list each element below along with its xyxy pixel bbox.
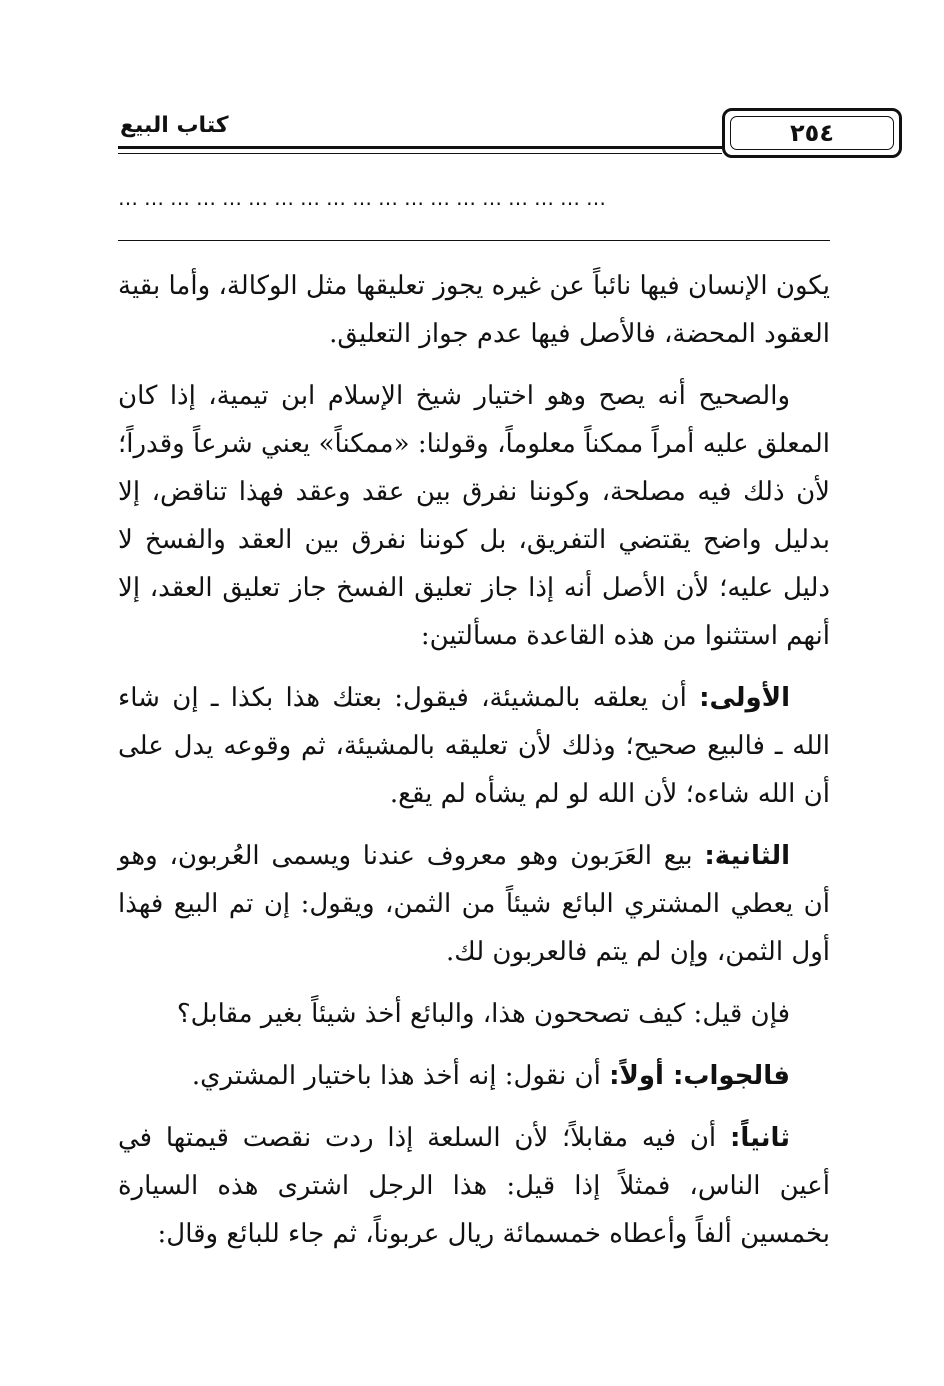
paragraph-6	[118, 1052, 830, 1100]
paragraph-4	[118, 832, 830, 976]
paragraph-5	[118, 990, 830, 1038]
page-header	[118, 108, 834, 164]
dotted-separator: …………………………………………………	[118, 188, 612, 208]
paragraph-2-text: والصحيح أنه يصح وهو اختيار شيخ الإسلام ابن تيمية، إذا كان المعلق عليه أمراً ممكناً معلوماً، وقولنا: «ممكناً» يعني شرعاً وقدراً؛ لأن ذلك فيه مصلحة، وكوننا نفرق بين عقد وعقد فهذا تناقض، إلا بدليل واضح يقتضي التفريق، بل كوننا نفرق بين العقد والفسخ لا دليل عليه؛ لأن الأصل أنه إذا جاز تعليق الفسخ جاز تعليق العقد، إلا أنهم استثنوا من هذه القاعدة مسألتين:	[118, 381, 830, 651]
separator-line	[118, 240, 830, 241]
paragraph-3-lead: الأولى:	[699, 683, 790, 713]
paragraph-7	[118, 1114, 830, 1258]
paragraph-5-text: فإن قيل: كيف تصححون هذا، والبائع أخذ شيئاً بغير مقابل؟	[176, 999, 790, 1029]
paragraph-1-text: يكون الإنسان فيها نائباً عن غيره يجوز تعليقها مثل الوكالة، وأما بقية العقود المحضة، فالأصل فيها عدم جواز التعليق.	[118, 271, 830, 349]
paragraph-4-lead: الثانية:	[704, 841, 790, 871]
page-number-box	[722, 108, 902, 158]
paragraph-3-text: أن يعلقه بالمشيئة، فيقول: بعتك هذا بكذا ـ إن شاء الله ـ فالبيع صحيح؛ وذلك لأن تعليقه بالمشيئة، ثم وقوعه يدل على أن الله شاءه؛ لأن الله لو لم يشأه لم يقع.	[118, 683, 830, 809]
paragraph-1	[118, 262, 830, 358]
header-rule-left-thick	[118, 146, 722, 149]
paragraph-7-lead: ثانياً:	[729, 1123, 790, 1153]
paragraph-6-text: أن نقول: إنه أخذ هذا باختيار المشتري.	[191, 1061, 610, 1091]
page-number: ٢٥٤	[790, 119, 834, 147]
header-rule-left-thin	[118, 153, 722, 154]
paragraph-6-lead: فالجواب: أولاً:	[609, 1061, 790, 1091]
paragraph-2	[118, 372, 830, 660]
book-title: كتاب البيع	[118, 108, 230, 144]
body-text	[118, 262, 830, 1272]
paragraph-7-text: أن فيه مقابلاً؛ لأن السلعة إذا ردت نقصت قيمتها في أعين الناس، فمثلاً إذا قيل: هذا الرجل اشترى هذه السيارة بخمسين ألفاً وأعطاه خمسمائة ريال عربوناً، ثم جاء للبائع وقال:	[118, 1123, 830, 1249]
paragraph-3	[118, 674, 830, 818]
paragraph-4-text: بيع العَرَبون وهو معروف عندنا ويسمى العُربون، وهو أن يعطي المشتري البائع شيئاً من الثمن، ويقول: إن تم البيع فهذا أول الثمن، وإن لم يتم فالعربون لك.	[118, 841, 830, 967]
